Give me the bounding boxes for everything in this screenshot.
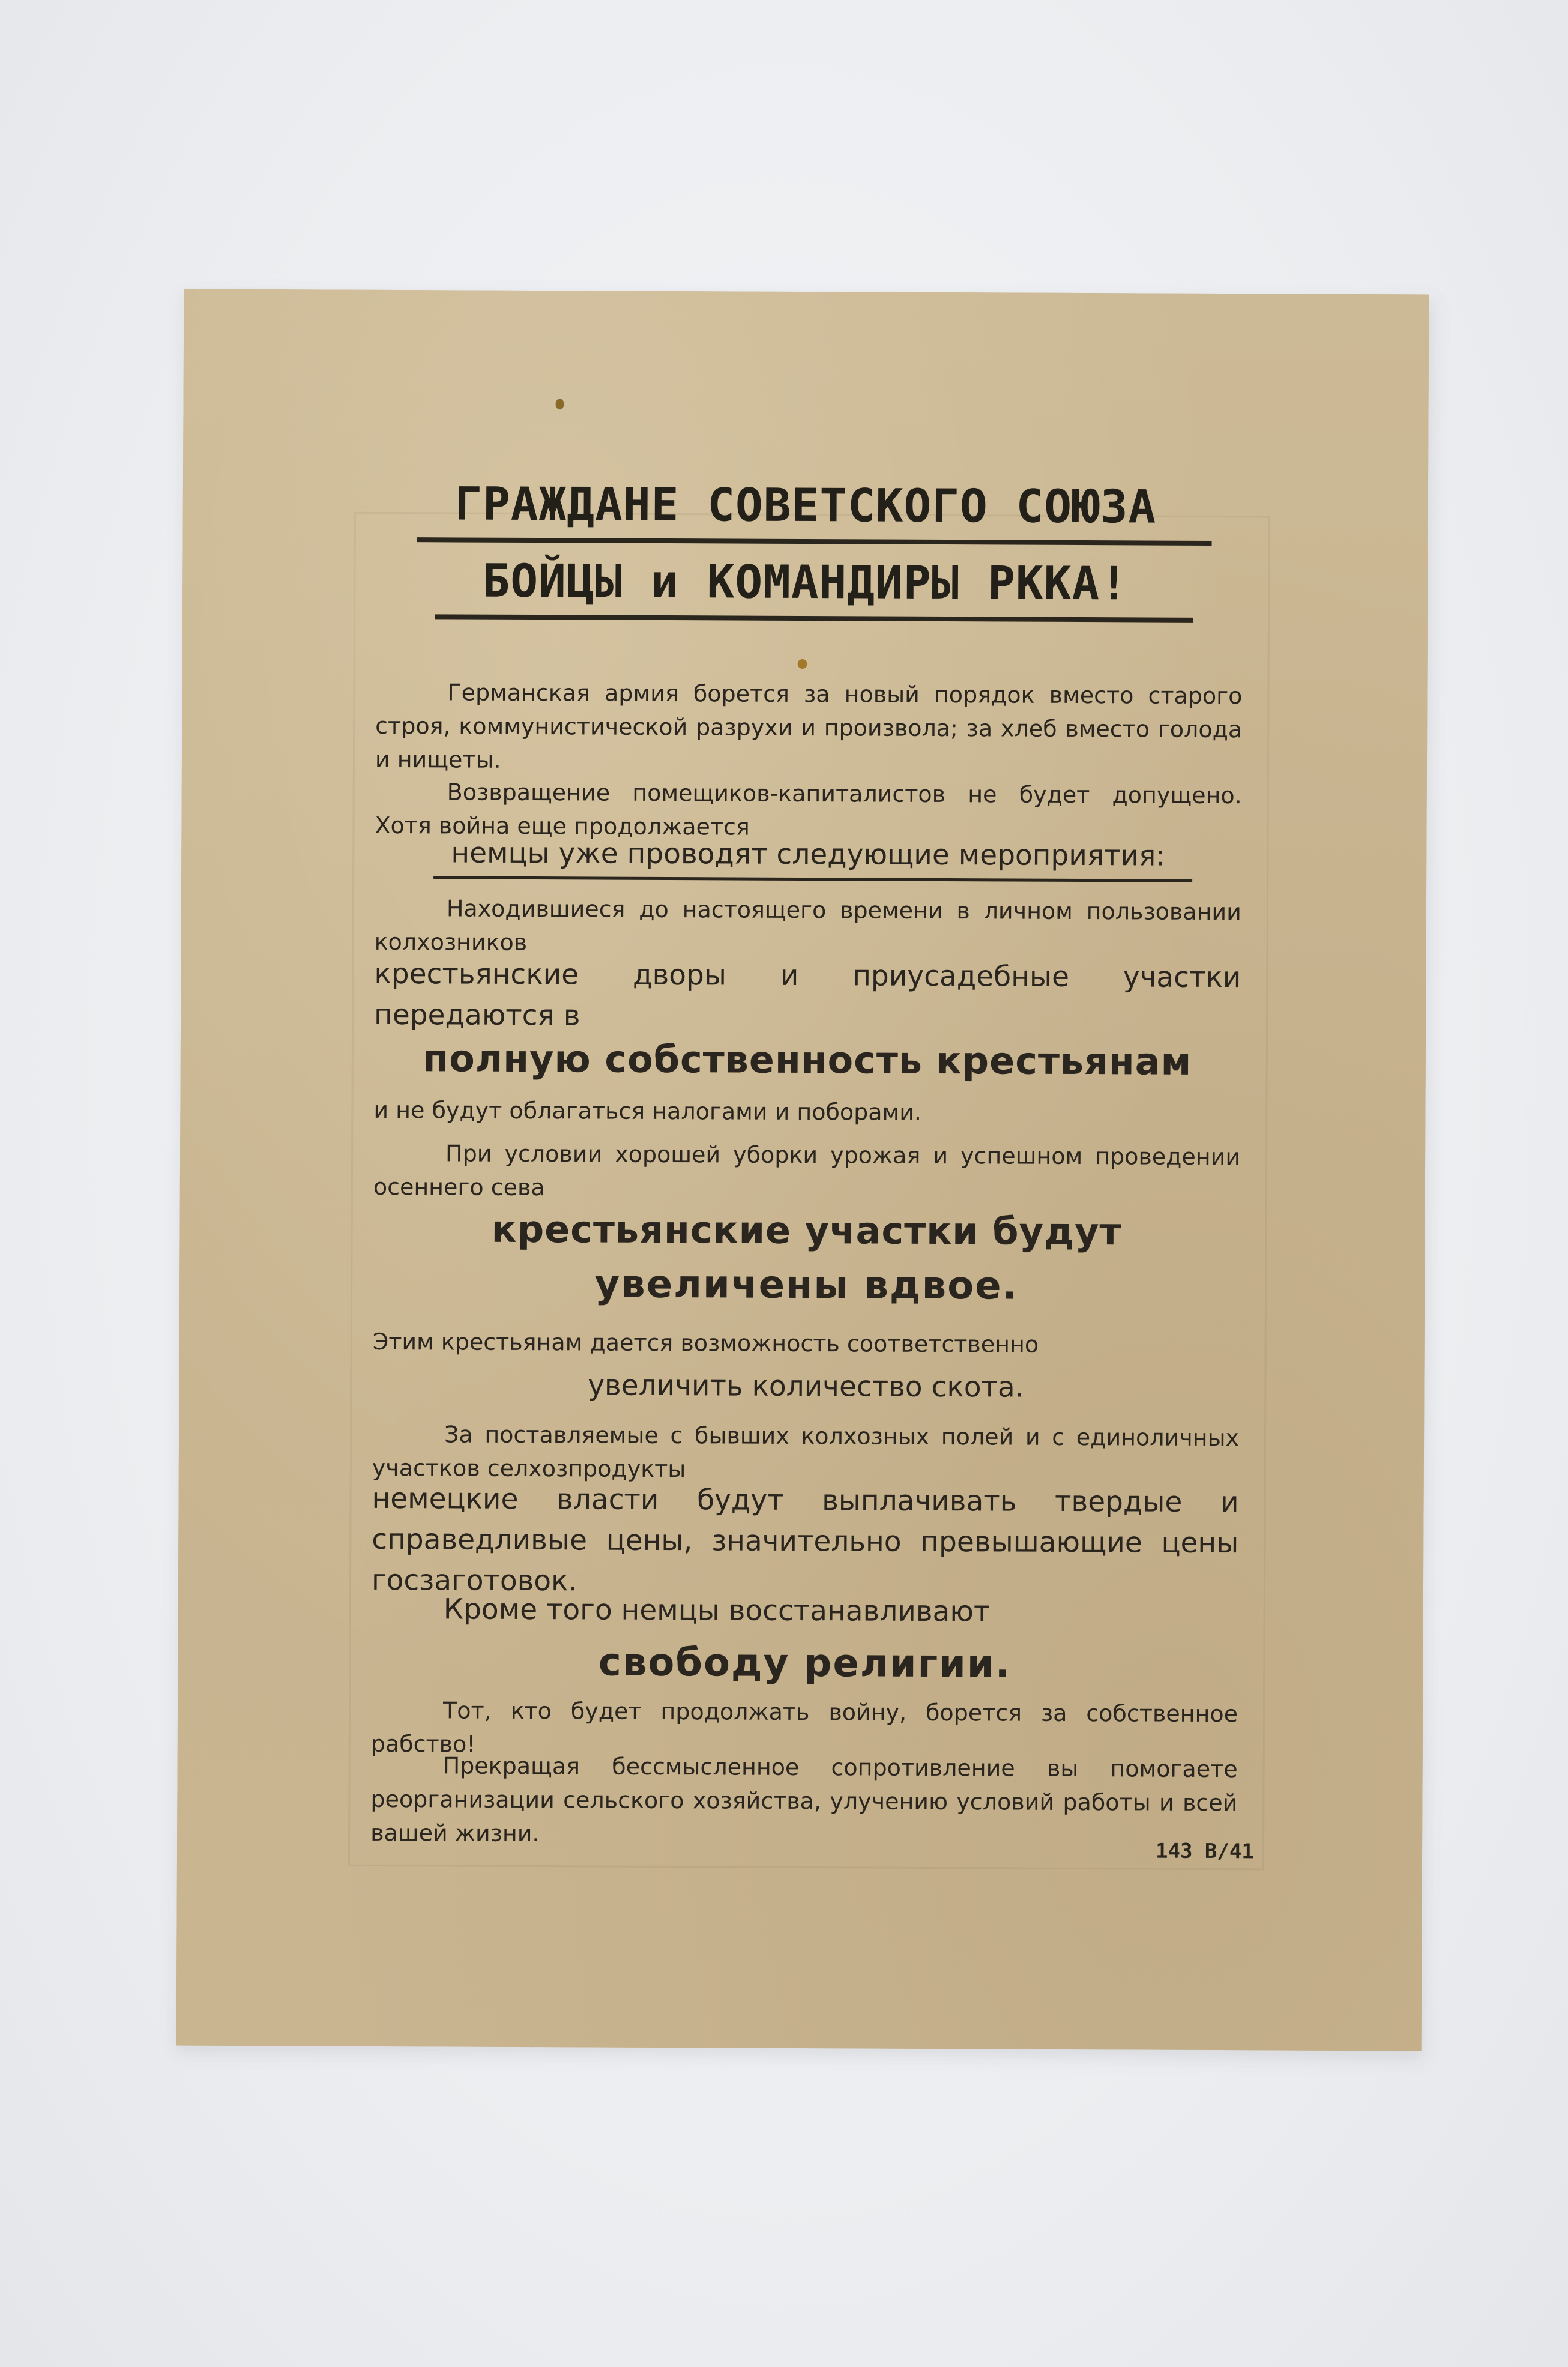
- paragraph-6-emphasis: немецкие власти будут выплачивать твердые и справедливые цены, значительно превышающие цены госзаготовок.: [371, 1482, 1239, 1598]
- stain-speck: [798, 659, 807, 669]
- paragraph-1: Германская армия борется за новый порядок вместо старого строя, коммунистической разрухи и произвола; за хлеб вместо голода и нищеты.: [375, 679, 1243, 773]
- headline-ownership: полную собственность крестьянам: [423, 1036, 1192, 1084]
- leaflet-sheet: [176, 289, 1429, 2051]
- paragraph-3: Находившиеся до настоящего времени в личном пользовании колхозников: [374, 895, 1241, 956]
- paragraph-8: Тот, кто будет продолжать войну, борется за собственное рабство!: [370, 1697, 1238, 1758]
- paragraph-5-emphasis: увеличить количество скота.: [588, 1369, 1024, 1404]
- paragraph-2: Возвращение помещиков-капиталистов не будет допущено. Хотя война еще продолжается: [375, 779, 1242, 840]
- title-line-2: БОЙЦЫ и КОМАНДИРЫ РККА!: [482, 553, 1129, 611]
- paragraph-4: При условии хорошей уборки урожая и успешном проведении осеннего сева: [373, 1140, 1241, 1201]
- paragraph-3-emphasis: крестьянские дворы и приусадебные участки передаются в: [374, 957, 1241, 1033]
- title-line-1: ГРАЖДАНЕ СОВЕТСКОГО СОЮЗА: [454, 477, 1157, 534]
- paragraph-3-tail: и не будут облагаться налогами и поборами.: [373, 1096, 922, 1126]
- paragraph-9: Прекращая бессмысленное сопротивление вы помогаете реорганизации сельского хозяйства, улучению условий работы и всей вашей жизни.: [370, 1752, 1238, 1847]
- paragraph-6: За поставляемые с бывших колхозных полей и с единоличных участков селхозпродукты: [372, 1421, 1240, 1483]
- paragraph-5: Этим крестьянам дается возможность соответственно: [372, 1328, 1039, 1358]
- stain-speck: [556, 399, 564, 409]
- headline-plots-line-1: крестьянские участки будут: [491, 1207, 1122, 1254]
- paragraph-7: Кроме того немцы восстанавливают: [443, 1593, 991, 1629]
- headline-plots-line-2: увеличены вдвое.: [594, 1262, 1019, 1309]
- paragraph-2-emphasis: немцы уже проводят следующие мероприятия:: [451, 836, 1166, 873]
- print-code: 143 B/41: [1155, 1839, 1254, 1864]
- headline-religion: свободу религии.: [598, 1640, 1012, 1687]
